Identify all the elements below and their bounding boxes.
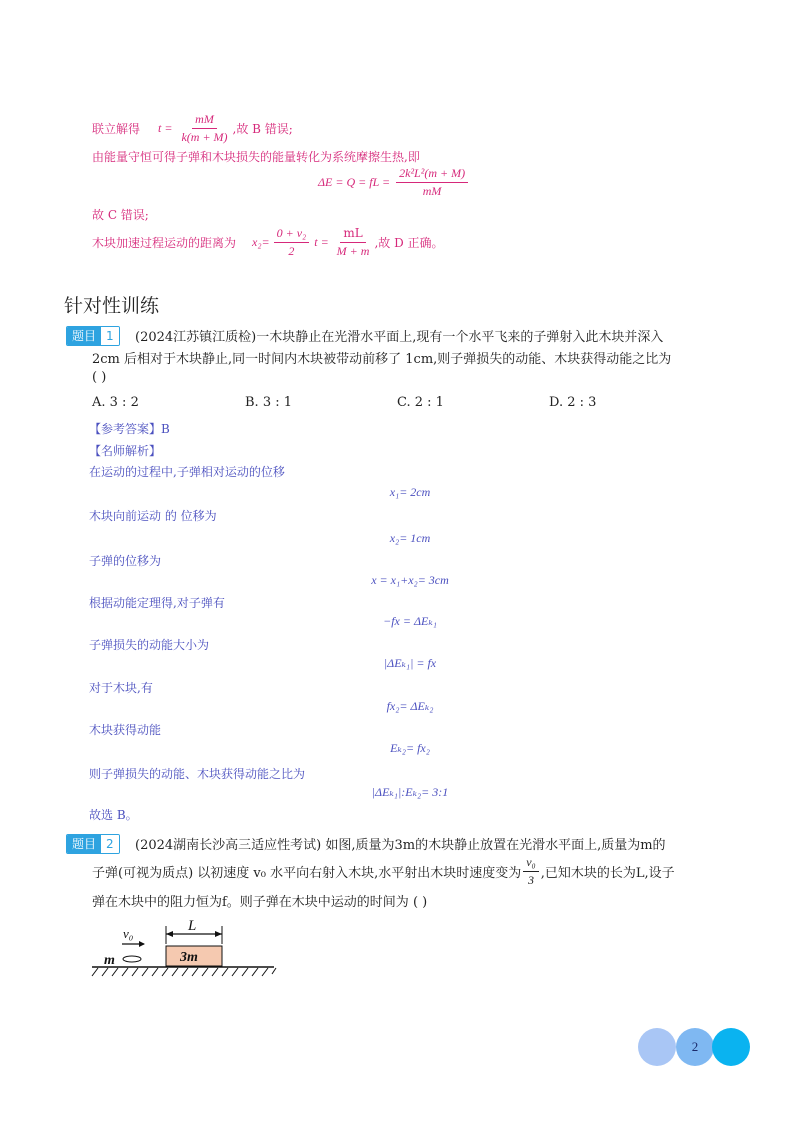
question-1-answer-blank: ( ) [92, 370, 107, 385]
question-2-text-line-1: (2024湖南长沙高三适应性考试) 如图,质量为3m的木块静止放置在光滑水平面上,质量为m的 [135, 838, 666, 853]
answer-label: 【参考答案】B [89, 422, 170, 436]
option-c: C. 2 : 1 [397, 395, 444, 410]
bullet [123, 956, 141, 962]
fraction-denominator: 3 [527, 873, 534, 887]
option-b: B. 3 : 1 [245, 395, 293, 410]
length-label: L [188, 918, 197, 934]
step-8-text: 则子弹损失的动能、木块获得动能之比为 [89, 767, 306, 781]
step-4-text: 根据动能定理得,对子弹有 [89, 596, 225, 610]
solution-line-3-lhs: ΔE = Q = fL = [318, 175, 391, 189]
length-arrow-left-head [166, 931, 173, 937]
analysis-label: 【名师解析】 [89, 444, 162, 458]
solution-line-4: 故 C 错误; [92, 208, 149, 222]
fraction-numerator: 2k²L²(m + M) [396, 166, 468, 183]
figure-drawing [88, 916, 288, 982]
solution-line-5-fraction-2 [334, 226, 373, 259]
solution-line-5-mid: t = [314, 235, 329, 249]
ground-hatching [92, 968, 276, 976]
question-2-line-2-b: ,已知木块的长为L,设子 [540, 866, 675, 881]
fraction-numerator: mL [340, 226, 365, 243]
step-7-text: 木块获得动能 [89, 723, 162, 737]
solution-line-1-suffix: ,故 B 错误; [232, 122, 293, 136]
question-2-text-line-2 [92, 855, 675, 888]
solution-line-5-suffix: ,故 D 正确。 [374, 236, 444, 250]
question-1-text-line-1: (2024江苏镇江质检)一木块静止在光滑水平面上,现有一个水平飞来的子弹射入此木块并深入 [135, 330, 664, 345]
step-2-text: 木块向前运动 的 位移为 [89, 509, 217, 523]
fraction-denominator: mM [422, 184, 442, 198]
fraction-numerator: mM [192, 112, 217, 129]
solution-line-1-prefix: 联立解得 [92, 122, 141, 136]
page-number: 2 [691, 1039, 699, 1054]
step-5-formula: |ΔEₖ₁| = fx [383, 656, 437, 670]
solution-line-5 [92, 226, 444, 259]
question-1-tag [66, 325, 120, 346]
velocity-arrow-head [139, 941, 145, 947]
length-arrow-right-head [215, 931, 222, 937]
tag-number: 1 [101, 327, 119, 345]
solution-line-5-fraction-1 [274, 226, 310, 259]
solution-line-1-lhs: t = [158, 121, 173, 135]
velocity-label: v₀ [123, 926, 134, 941]
solution-line-5-prefix: 木块加速过程运动的距离为 [92, 236, 237, 250]
solution-line-5-lhs: x₂= [252, 235, 270, 249]
step-6-text: 对于木块,有 [89, 681, 153, 695]
page-number-badge [676, 1028, 714, 1066]
question-2-tag [66, 833, 120, 854]
step-1-formula: x₁= 2cm [389, 485, 431, 499]
step-3-formula: x = x₁+x₂= 3cm [371, 573, 449, 587]
question-2-text-line-3: 弹在木块中的阻力恒为f。则子弹在木块中运动的时间为 ( ) [92, 895, 428, 910]
solution-line-3 [318, 166, 470, 199]
fraction-denominator: k(m + M) [181, 130, 228, 144]
step-1-text: 在运动的过程中,子弹相对运动的位移 [89, 465, 285, 479]
question-1-text-line-2: 2cm 后相对于木块静止,同一时间内木块被带动前移了 1cm,则子弹损失的动能、木块获得动能之比为 [92, 352, 672, 367]
solution-line-3-fraction [396, 166, 468, 199]
step-7-formula: Eₖ₂= fx₂ [390, 741, 430, 755]
block-label: 3m [180, 950, 198, 965]
step-5-text: 子弹损失的动能大小为 [89, 638, 210, 652]
fraction-numerator: 0 + v₂ [274, 226, 310, 243]
bullet-label: m [104, 953, 115, 968]
solution-line-1 [92, 112, 293, 145]
tag-label: 题目 [67, 327, 101, 345]
solution-line-2: 由能量守恒可得子弹和木块损失的能量转化为系统摩擦生热,即 [92, 150, 420, 164]
page-circle-right [712, 1028, 750, 1066]
step-8-formula: |ΔEₖ₁|:Eₖ₂= 3:1 [371, 785, 449, 799]
tag-label: 题目 [67, 835, 101, 853]
step-6-formula: fx₂= ΔEₖ₂ [386, 699, 434, 713]
option-a: A. 3 : 2 [92, 395, 139, 410]
conclusion: 故选 B。 [89, 808, 138, 822]
bullet-block-figure [88, 916, 288, 982]
fraction-denominator: 2 [288, 244, 295, 258]
tag-number: 2 [101, 835, 119, 853]
question-2-fraction [523, 855, 539, 888]
option-d: D. 2 : 3 [549, 395, 597, 410]
solution-line-1-fraction [178, 112, 230, 145]
question-2-line-2-a: 子弹(可视为质点) 以初速度 v₀ 水平向右射入木块,水平射出木块时速度变为 [92, 866, 522, 881]
fraction-numerator: v₀ [523, 855, 539, 872]
step-2-formula: x₂= 1cm [389, 531, 431, 545]
step-3-text: 子弹的位移为 [89, 554, 162, 568]
fraction-denominator: M + m [336, 244, 370, 258]
step-4-formula: −fx = ΔEₖ₁ [383, 614, 437, 628]
page-circle-left [638, 1028, 676, 1066]
section-title: 针对性训练 [64, 295, 160, 317]
